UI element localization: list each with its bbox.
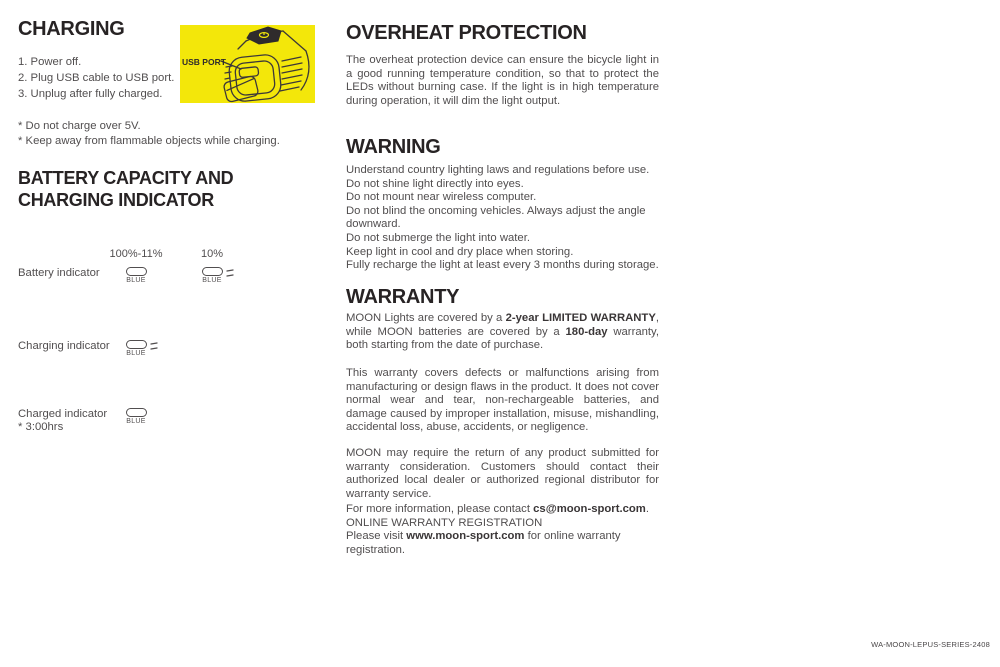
- usb-port-label: USB PORT: [182, 57, 226, 67]
- charging-notes: [18, 119, 280, 149]
- blink-marks-icon: [226, 267, 235, 279]
- contact-text: for online warranty registration.: [346, 530, 621, 556]
- warning-line: Fully recharge the light at least every 3 months during storage.: [346, 259, 659, 272]
- charged-indicator-led: [119, 408, 153, 425]
- warranty-p1-text: , while MOON batteries are covered by a: [346, 312, 659, 338]
- warranty-title: WARRANTY: [346, 286, 460, 308]
- contact-line: [346, 503, 659, 517]
- battery-title-line1: BATTERY CAPACITY AND: [18, 168, 234, 188]
- led-color-label: BLUE: [126, 418, 146, 425]
- led-pill: [126, 267, 147, 276]
- led-pill: [202, 267, 223, 276]
- online-registration-line: ONLINE WARRANTY REGISTRATION: [346, 516, 543, 529]
- charging-title: CHARGING: [18, 18, 125, 40]
- warning-line: Do not blind the oncoming vehicles. Always adjust the angle downward.: [346, 204, 646, 231]
- capacity-header-100-11: 100%-11%: [109, 248, 163, 260]
- warning-line: Keep light in cool and dry place when storing.: [346, 245, 574, 258]
- charging-step: 3. Unplug after fully charged.: [18, 88, 163, 100]
- led-color-label: BLUE: [126, 350, 146, 357]
- led-color-label: BLUE: [126, 277, 146, 284]
- warning-list: [346, 164, 659, 273]
- charged-indicator-label: [18, 408, 107, 434]
- contact-text: For more information, please contact: [346, 503, 534, 515]
- led-color-label: BLUE: [202, 277, 222, 284]
- warning-title: WARNING: [346, 136, 441, 158]
- charging-steps: [18, 55, 174, 103]
- battery-indicator-led-100: [119, 267, 153, 284]
- battery-title: [18, 167, 233, 211]
- charging-indicator-led: [119, 340, 153, 357]
- charging-indicator-label: Charging indicator: [18, 340, 110, 352]
- bike-light-line-drawing: [180, 25, 315, 103]
- battery-title-line2: CHARGING INDICATOR: [18, 190, 214, 210]
- warranty-paragraph-3: MOON may require the return of any product submitted for warranty consideration. Customers should contact their authorized local dealer or authorized regional distributor for warranty service.: [346, 447, 659, 500]
- led-pill: [126, 408, 147, 417]
- document-code: WA-MOON-LEPUS-SERIES-2408: [871, 640, 990, 649]
- charging-note: * Keep away from flammable objects while charging.: [18, 135, 280, 147]
- led-pill: [126, 340, 147, 349]
- website-url: www.moon-sport.com: [406, 530, 525, 543]
- power-button-drawing: [247, 27, 281, 44]
- warranty-p1-text: warranty, both starting from the date of purchase.: [346, 325, 659, 352]
- contact-text: .: [645, 503, 649, 515]
- warranty-p1-text: MOON Lights are covered by a: [346, 312, 506, 324]
- warranty-contact-block: [346, 503, 659, 557]
- warranty-paragraph-1: [346, 312, 659, 353]
- battery-indicator-led-10: [195, 267, 229, 284]
- warning-line: Do not shine light directly into eyes.: [346, 177, 524, 190]
- usb-port-illustration: [180, 25, 315, 103]
- support-email: cs@moon-sport.com: [533, 503, 646, 515]
- blink-marks-icon: [150, 340, 159, 352]
- contact-line: [346, 530, 659, 557]
- warranty-term-180day: 180-day: [565, 325, 608, 338]
- charged-indicator-note: * 3:00hrs: [18, 421, 64, 433]
- charging-step: 1. Power off.: [18, 56, 82, 68]
- warranty-term-2year: 2-year LIMITED WARRANTY: [505, 312, 656, 324]
- warning-line: Understand country lighting laws and regulations before use.: [346, 164, 650, 176]
- charging-step: 2. Plug USB cable to USB port.: [18, 72, 175, 84]
- warning-line: Do not submerge the light into water.: [346, 231, 530, 244]
- overheat-title: OVERHEAT PROTECTION: [346, 22, 587, 44]
- battery-indicator-label: Battery indicator: [18, 267, 100, 279]
- contact-text: Please visit: [346, 530, 407, 543]
- overheat-body: The overheat protection device can ensure the bicycle light in a good running temperature condition, so that to protect the LEDs without burning case. If the light is in high temperature during operation, it will dim the light output.: [346, 54, 659, 107]
- warranty-paragraph-2: This warranty covers defects or malfunctions arising from manufacturing or design flaws in the product. It does not cover normal wear and tear, non-rechargeable batteries, and damage caused by improper installation, misuse, mishandling, accidental loss, abuse, accidents, or negligence.: [346, 367, 659, 434]
- capacity-header-10: 10%: [200, 248, 224, 260]
- charged-indicator-label-text: Charged indicator: [18, 408, 108, 420]
- charging-note: * Do not charge over 5V.: [18, 120, 141, 132]
- warning-line: Do not mount near wireless computer.: [346, 191, 537, 204]
